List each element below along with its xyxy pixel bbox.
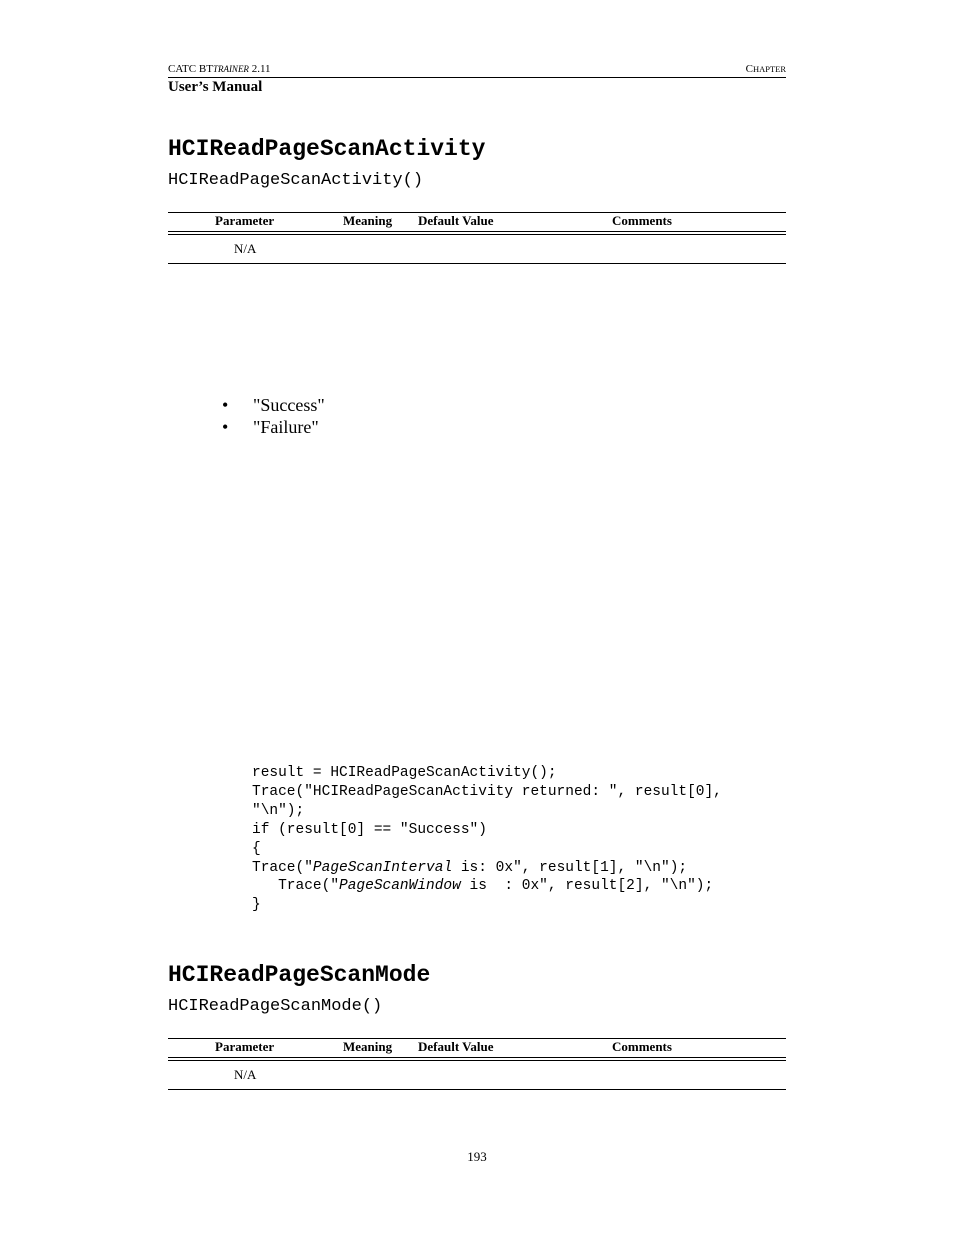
header-rule xyxy=(168,77,786,78)
table-header-row xyxy=(168,213,786,231)
code-line: result = HCIReadPageScanActivity(); xyxy=(252,765,557,781)
code-line: Trace("PageScanWindow is : 0x", result[2], "\n"); xyxy=(252,878,714,895)
code-line: if (result[0] == "Success") xyxy=(252,821,487,838)
code-line: } xyxy=(252,897,261,914)
table-header-rule xyxy=(168,231,786,232)
bullet-icon: • xyxy=(222,417,229,437)
code-line: { xyxy=(252,840,261,857)
function-signature: HCIReadPageScanMode() xyxy=(168,997,383,1016)
page-number: 193 xyxy=(467,1149,487,1164)
code-line: Trace("PageScanInterval is: 0x", result[1], "\n"); xyxy=(252,859,688,876)
list-item: • "Failure" xyxy=(222,417,319,437)
table-row xyxy=(168,235,786,263)
list-item: • "Success" xyxy=(222,395,325,415)
function-signature: HCIReadPageScanActivity() xyxy=(168,171,424,190)
parameter-table xyxy=(168,1038,786,1090)
code-line: Trace("HCIReadPageScanActivity returned: ", result[0], xyxy=(252,783,722,800)
column-header-meaning: Meaning xyxy=(343,1039,393,1054)
table-cell: N/A xyxy=(234,241,257,256)
bullet-icon: • xyxy=(222,395,229,415)
column-header-meaning: Meaning xyxy=(343,213,393,228)
table-row xyxy=(168,1061,786,1089)
column-header-parameter: Parameter xyxy=(215,213,275,228)
table-bottom-rule xyxy=(168,263,786,264)
table-header-rule xyxy=(168,1057,786,1058)
running-header-manual: User’s Manual xyxy=(168,79,263,95)
table-cell: N/A xyxy=(234,1067,257,1082)
column-header-comments: Comments xyxy=(612,1039,672,1054)
running-header-product: CATC BTTRAINER 2.11 xyxy=(168,63,271,75)
column-header-default-value: Default Value xyxy=(418,213,494,228)
column-header-comments: Comments xyxy=(612,213,672,228)
section-title: HCIReadPageScanActivity xyxy=(168,136,486,162)
table-bottom-rule xyxy=(168,1089,786,1090)
running-header-chapter: CHAPTER xyxy=(745,63,786,75)
return-values-list xyxy=(222,394,325,438)
parameter-table xyxy=(168,212,786,264)
table-header-row xyxy=(168,1039,786,1057)
column-header-parameter: Parameter xyxy=(215,1039,275,1054)
section-title: HCIReadPageScanMode xyxy=(168,962,431,988)
code-line: "\n"); xyxy=(252,802,305,819)
column-header-default-value: Default Value xyxy=(418,1039,494,1054)
code-example xyxy=(252,764,722,915)
